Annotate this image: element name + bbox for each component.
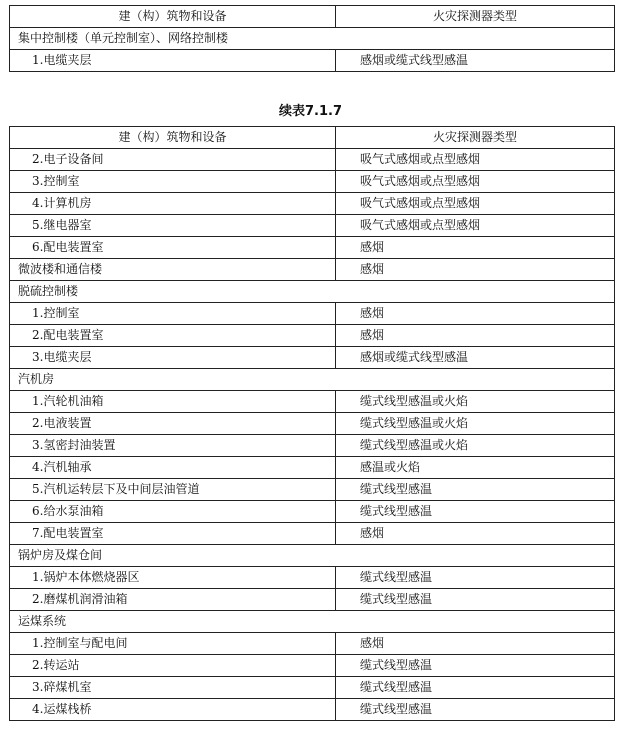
header-detector-type: 火灾探测器类型 xyxy=(336,6,615,28)
type-cell: 缆式线型感温 xyxy=(336,699,615,721)
table-row xyxy=(10,171,615,193)
item-cell: 3.控制室 xyxy=(10,171,336,193)
item-cell: 3.电缆夹层 xyxy=(10,347,336,369)
item-cell: 6.给水泵油箱 xyxy=(10,501,336,523)
type-cell: 缆式线型感温 xyxy=(336,589,615,611)
type-cell: 感烟 xyxy=(336,523,615,545)
type-cell: 缆式线型感温 xyxy=(336,479,615,501)
table-row xyxy=(10,237,615,259)
table-row xyxy=(10,567,615,589)
type-cell: 感烟 xyxy=(336,237,615,259)
type-cell: 感烟 xyxy=(336,259,615,281)
type-cell: 缆式线型感温 xyxy=(336,567,615,589)
type-cell: 缆式线型感温或火焰 xyxy=(336,435,615,457)
item-cell: 4.计算机房 xyxy=(10,193,336,215)
type-cell: 缆式线型感温或火焰 xyxy=(336,391,615,413)
group-label: 脱硫控制楼 xyxy=(10,281,615,303)
table-row xyxy=(10,325,615,347)
table-group-row xyxy=(10,28,615,50)
table-row xyxy=(10,501,615,523)
table-header-row xyxy=(10,6,615,28)
table-row xyxy=(10,699,615,721)
item-cell: 1.电缆夹层 xyxy=(10,50,336,72)
item-cell: 2.配电装置室 xyxy=(10,325,336,347)
item-cell: 1.控制室 xyxy=(10,303,336,325)
detector-table-part1 xyxy=(9,5,615,72)
type-cell: 缆式线型感温或火焰 xyxy=(336,413,615,435)
item-cell: 2.磨煤机润滑油箱 xyxy=(10,589,336,611)
group-label: 集中控制楼（单元控制室）、网络控制楼 xyxy=(10,28,615,50)
item-cell: 5.汽机运转层下及中间层油管道 xyxy=(10,479,336,501)
item-cell: 4.运煤栈桥 xyxy=(10,699,336,721)
table-row xyxy=(10,655,615,677)
header-building-equipment: 建（构）筑物和设备 xyxy=(10,6,336,28)
type-cell: 吸气式感烟或点型感烟 xyxy=(336,171,615,193)
table-row xyxy=(10,479,615,501)
item-cell: 1.汽轮机油箱 xyxy=(10,391,336,413)
item-cell: 1.锅炉本体燃烧器区 xyxy=(10,567,336,589)
header-detector-type: 火灾探测器类型 xyxy=(336,127,615,149)
table-row xyxy=(10,50,615,72)
item-cell: 微波楼和通信楼 xyxy=(10,259,336,281)
table-group-row xyxy=(10,545,615,567)
type-cell: 感烟 xyxy=(336,325,615,347)
type-cell: 吸气式感烟或点型感烟 xyxy=(336,149,615,171)
table-row xyxy=(10,457,615,479)
table-row xyxy=(10,589,615,611)
type-cell: 吸气式感烟或点型感烟 xyxy=(336,215,615,237)
type-cell: 感温或火焰 xyxy=(336,457,615,479)
table-row xyxy=(10,193,615,215)
table-row xyxy=(10,391,615,413)
table-row xyxy=(10,215,615,237)
table-row xyxy=(10,149,615,171)
item-cell: 2.电液装置 xyxy=(10,413,336,435)
table-row xyxy=(10,633,615,655)
item-cell: 1.控制室与配电间 xyxy=(10,633,336,655)
table-row xyxy=(10,413,615,435)
item-cell: 6.配电装置室 xyxy=(10,237,336,259)
table-row xyxy=(10,435,615,457)
detector-table-part2 xyxy=(9,126,615,721)
header-building-equipment: 建（构）筑物和设备 xyxy=(10,127,336,149)
type-cell: 感烟或缆式线型感温 xyxy=(336,50,615,72)
type-cell: 吸气式感烟或点型感烟 xyxy=(336,193,615,215)
table-group-row xyxy=(10,281,615,303)
table-row xyxy=(10,259,615,281)
group-label: 锅炉房及煤仓间 xyxy=(10,545,615,567)
table-caption: 续表7.1.7 xyxy=(278,104,342,119)
type-cell: 感烟或缆式线型感温 xyxy=(336,347,615,369)
item-cell: 2.电子设备间 xyxy=(10,149,336,171)
item-cell: 7.配电装置室 xyxy=(10,523,336,545)
item-cell: 2.转运站 xyxy=(10,655,336,677)
type-cell: 感烟 xyxy=(336,303,615,325)
group-label: 汽机房 xyxy=(10,369,615,391)
table-group-row xyxy=(10,611,615,633)
table-row xyxy=(10,523,615,545)
item-cell: 5.继电器室 xyxy=(10,215,336,237)
table-header-row xyxy=(10,127,615,149)
table-group-row xyxy=(10,369,615,391)
item-cell: 4.汽机轴承 xyxy=(10,457,336,479)
table-row xyxy=(10,677,615,699)
type-cell: 缆式线型感温 xyxy=(336,501,615,523)
type-cell: 缆式线型感温 xyxy=(336,677,615,699)
item-cell: 3.氢密封油装置 xyxy=(10,435,336,457)
group-label: 运煤系统 xyxy=(10,611,615,633)
table-row xyxy=(10,303,615,325)
type-cell: 感烟 xyxy=(336,633,615,655)
item-cell: 3.碎煤机室 xyxy=(10,677,336,699)
table-row xyxy=(10,347,615,369)
type-cell: 缆式线型感温 xyxy=(336,655,615,677)
